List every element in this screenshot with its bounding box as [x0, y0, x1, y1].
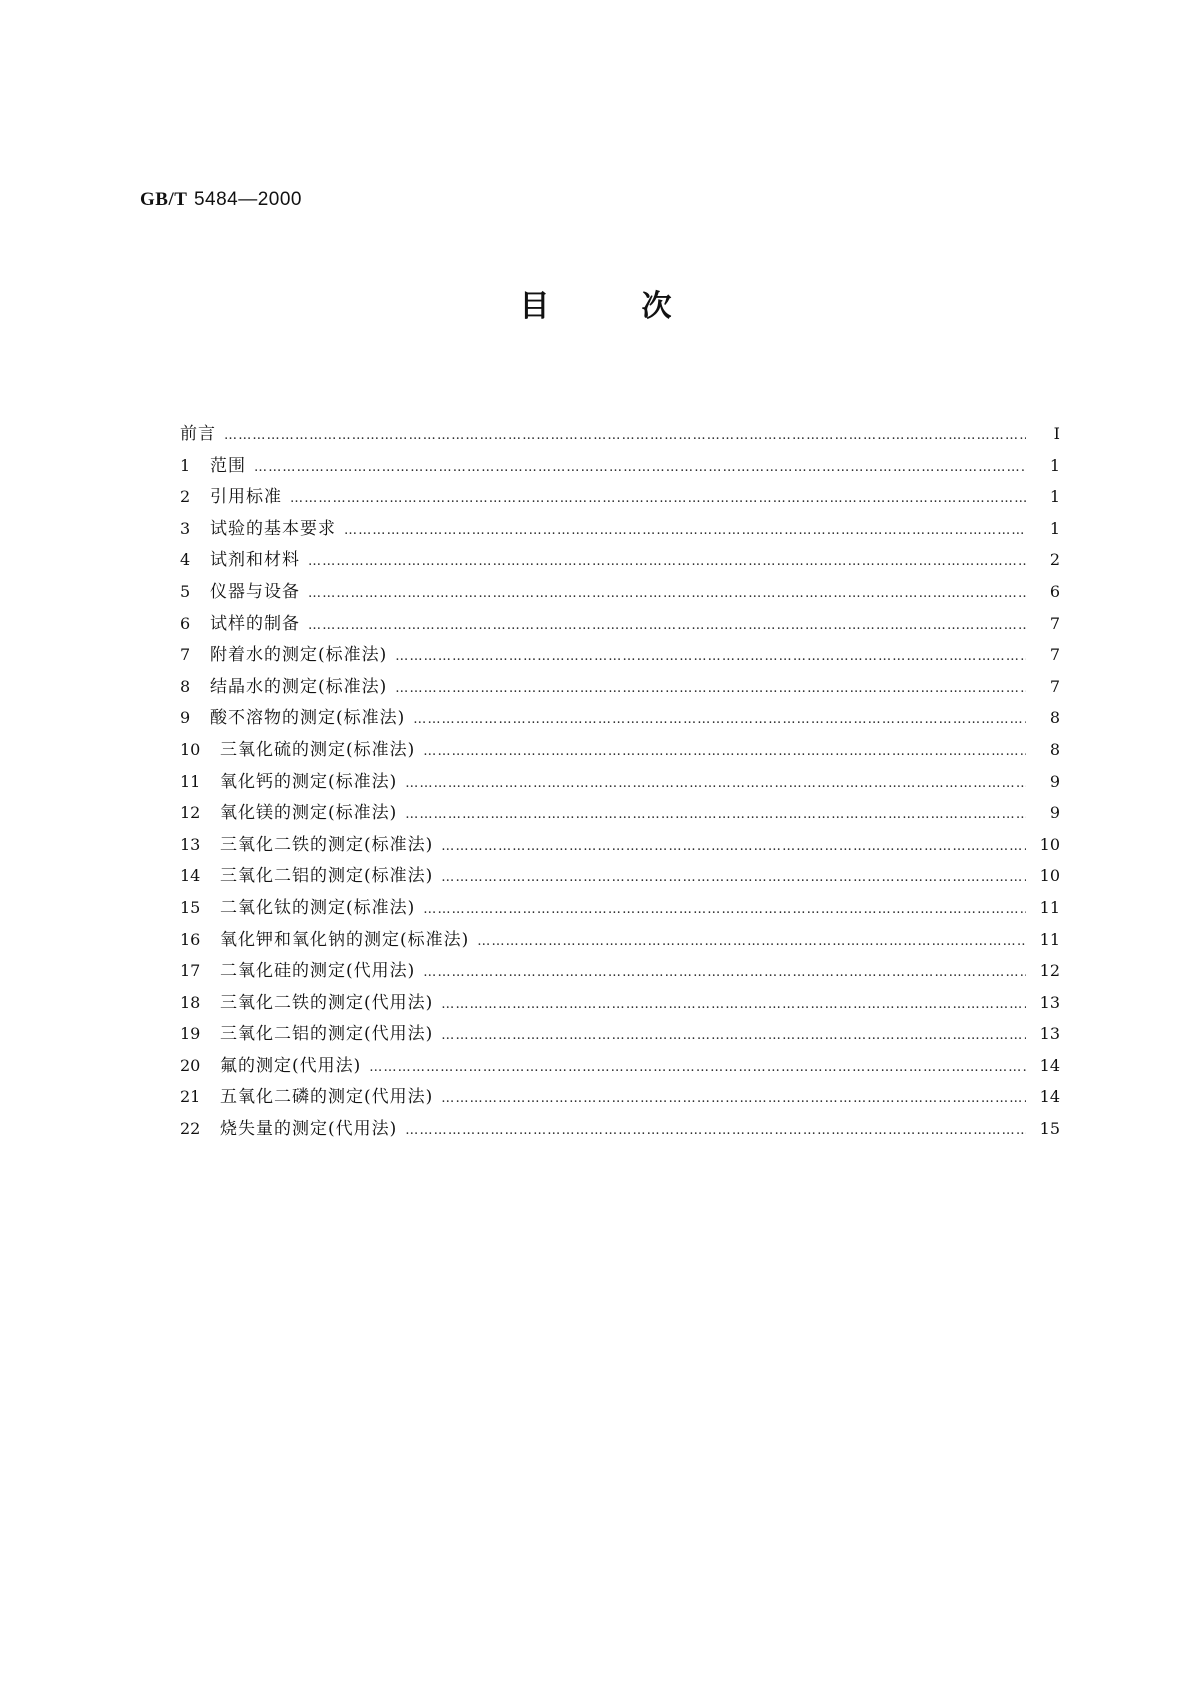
toc-entry-label: 氟的测定(代用法): [220, 1055, 362, 1076]
toc-entry[interactable]: [180, 798, 1060, 830]
toc-entry[interactable]: [180, 861, 1060, 893]
toc-entry-number: 20: [180, 1055, 201, 1075]
toc-entry-number: 18: [180, 992, 201, 1012]
toc-entry[interactable]: [180, 640, 1060, 672]
toc-entry-number: 8: [180, 676, 191, 696]
toc-leader-dots: [395, 649, 1026, 666]
toc-entry-label: 氧化钙的测定(标准法): [220, 771, 398, 792]
toc-leader-dots: [423, 965, 1026, 982]
toc-entry-label: 范围: [210, 455, 246, 476]
toc-entry-page: 7: [1049, 613, 1060, 633]
toc-entry-page: 12: [1039, 961, 1060, 981]
code-prefix: GB: [140, 189, 169, 210]
toc-entry[interactable]: [180, 956, 1060, 988]
toc-entry-number: 12: [180, 803, 201, 823]
toc-entry-label: 三氧化二铁的测定(标准法): [220, 834, 434, 855]
toc-entry[interactable]: [180, 419, 1060, 451]
toc-entry[interactable]: [180, 482, 1060, 514]
toc-entry-page: 1: [1049, 518, 1060, 538]
toc-entry[interactable]: [180, 514, 1060, 546]
toc-title-char-2: 次: [641, 289, 672, 324]
toc-entry-number: 4: [180, 550, 191, 570]
toc-leader-dots: [441, 997, 1026, 1014]
toc-entry[interactable]: [180, 1051, 1060, 1083]
toc-entry-label: 试样的制备: [210, 613, 300, 634]
toc-entry-page: 14: [1039, 1055, 1060, 1075]
toc-entry[interactable]: [180, 577, 1060, 609]
toc-leader-dots: [254, 460, 1026, 477]
toc-leader-dots: [290, 491, 1026, 508]
document-code: [140, 188, 302, 211]
toc-entry[interactable]: [180, 893, 1060, 925]
toc-entry-label: 二氧化钛的测定(标准法): [220, 897, 416, 918]
toc-entry-number: 14: [180, 866, 201, 886]
toc-entry-label: 仪器与设备: [210, 581, 300, 602]
toc-entry[interactable]: [180, 830, 1060, 862]
toc-entry-label: 结晶水的测定(标准法): [210, 676, 388, 697]
table-of-contents: [180, 419, 1060, 1146]
toc-leader-dots: [308, 618, 1026, 635]
toc-entry[interactable]: [180, 925, 1060, 957]
toc-leader-dots: [423, 902, 1026, 919]
toc-entry-number: 7: [180, 645, 191, 665]
toc-entry-page: 14: [1039, 1087, 1060, 1107]
toc-entry-page: 9: [1049, 803, 1060, 823]
toc-entry-number: 22: [180, 1119, 201, 1139]
toc-entry-page: Ⅰ: [1053, 424, 1060, 443]
toc-leader-dots: [441, 839, 1026, 856]
toc-entry-page: 8: [1049, 708, 1060, 728]
toc-entry-page: 8: [1049, 739, 1060, 759]
toc-entry-page: 10: [1039, 866, 1060, 886]
code-separator: /: [168, 189, 175, 210]
toc-entry-label: 氧化钾和氧化钠的测定(标准法): [220, 929, 470, 950]
toc-entry[interactable]: [180, 735, 1060, 767]
toc-entry-number: 16: [180, 929, 201, 949]
toc-entry-label: 引用标准: [210, 487, 282, 508]
toc-entry-label: 二氧化硅的测定(代用法): [220, 961, 416, 982]
toc-entry[interactable]: [180, 609, 1060, 641]
toc-leader-dots: [405, 1123, 1026, 1140]
toc-entry-label: 三氧化二铝的测定(代用法): [220, 1024, 434, 1045]
toc-leader-dots: [308, 554, 1026, 571]
toc-entry-page: 9: [1049, 771, 1060, 791]
code-type: T: [174, 189, 188, 210]
toc-leader-dots: [344, 523, 1026, 540]
toc-leader-dots: [423, 744, 1026, 761]
toc-entry-page: 1: [1049, 487, 1060, 507]
toc-leader-dots: [477, 934, 1026, 951]
toc-entry-label: 氧化镁的测定(标准法): [220, 803, 398, 824]
toc-entry-number: 2: [180, 487, 191, 507]
toc-leader-dots: [395, 681, 1026, 698]
toc-entry-number: 9: [180, 708, 191, 728]
toc-entry[interactable]: [180, 672, 1060, 704]
toc-entry-page: 11: [1039, 929, 1060, 949]
toc-entry-label: 试剂和材料: [210, 550, 300, 571]
toc-leader-dots: [441, 1028, 1026, 1045]
toc-entry-page: 7: [1049, 676, 1060, 696]
toc-entry[interactable]: [180, 451, 1060, 483]
toc-entry-number: 15: [180, 897, 201, 917]
toc-entry[interactable]: [180, 1019, 1060, 1051]
toc-entry[interactable]: [180, 1114, 1060, 1146]
toc-leader-dots: [405, 776, 1026, 793]
toc-entry-label: 前言: [180, 424, 216, 444]
toc-leader-dots: [405, 807, 1026, 824]
toc-entry-number: 1: [180, 455, 191, 475]
toc-entry-page: 2: [1049, 550, 1060, 570]
toc-entry-label: 试验的基本要求: [210, 518, 336, 539]
toc-leader-dots: [308, 586, 1026, 603]
toc-entry-label: 酸不溶物的测定(标准法): [210, 708, 406, 729]
toc-entry-page: 10: [1039, 834, 1060, 854]
toc-entry-page: 13: [1039, 992, 1060, 1012]
toc-entry-label: 三氧化二铁的测定(代用法): [220, 992, 434, 1013]
toc-entry-page: 7: [1049, 645, 1060, 665]
toc-title-char-1: 目: [519, 289, 550, 324]
toc-entry-number: 19: [180, 1024, 201, 1044]
toc-entry-number: 13: [180, 834, 201, 854]
toc-leader-dots: [224, 428, 1026, 445]
toc-entry-page: 11: [1039, 897, 1060, 917]
toc-entry-label: 烧失量的测定(代用法): [220, 1119, 398, 1140]
code-number: 5484—2000: [193, 189, 303, 210]
toc-leader-dots: [441, 870, 1026, 887]
toc-entry-number: 21: [180, 1087, 201, 1107]
toc-entry-page: 1: [1049, 455, 1060, 475]
toc-leader-dots: [441, 1091, 1026, 1108]
toc-entry-number: 3: [180, 518, 191, 538]
toc-entry[interactable]: [180, 1082, 1060, 1114]
toc-entry-label: 附着水的测定(标准法): [210, 645, 388, 666]
toc-entry-number: 5: [180, 581, 191, 601]
toc-entry[interactable]: [180, 988, 1060, 1020]
toc-entry-label: 三氧化硫的测定(标准法): [220, 739, 416, 760]
toc-entry-label: 三氧化二铝的测定(标准法): [220, 866, 434, 887]
toc-entry[interactable]: [180, 767, 1060, 799]
toc-entry-page: 13: [1039, 1024, 1060, 1044]
toc-entry[interactable]: [180, 545, 1060, 577]
toc-entry-page: 6: [1049, 581, 1060, 601]
toc-entry-page: 15: [1039, 1119, 1060, 1139]
toc-entry-number: 10: [180, 739, 201, 759]
toc-entry-number: 17: [180, 961, 201, 981]
toc-entry-label: 五氧化二磷的测定(代用法): [220, 1087, 434, 1108]
toc-leader-dots: [413, 712, 1026, 729]
toc-entry-number: 6: [180, 613, 191, 633]
toc-title: [0, 281, 1191, 325]
toc-entry-number: 11: [180, 771, 201, 791]
toc-leader-dots: [369, 1060, 1026, 1077]
toc-entry[interactable]: [180, 703, 1060, 735]
